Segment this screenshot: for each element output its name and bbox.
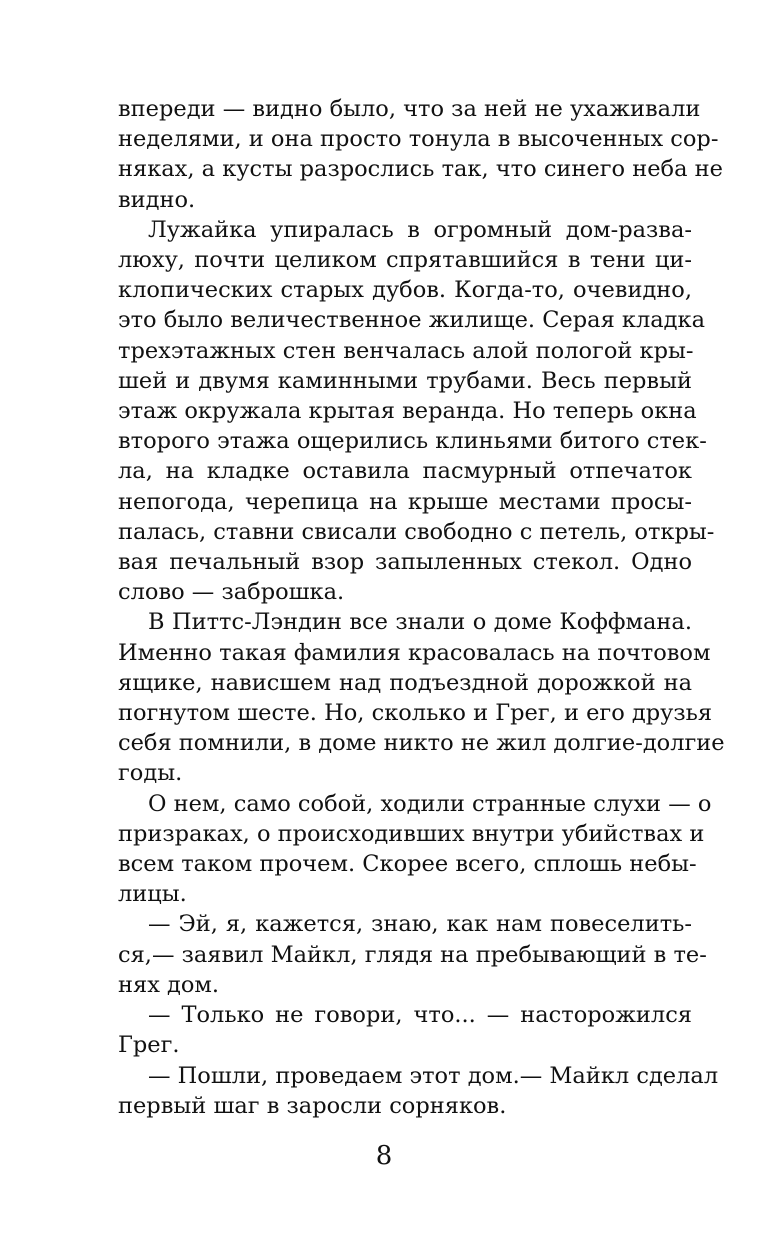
text-line: непогода, черепица на крыше местами просы- bbox=[118, 488, 692, 515]
page-number: 8 bbox=[375, 1141, 393, 1171]
paragraph bbox=[118, 94, 723, 215]
text-line: себя помнили, в доме никто не жил долгие-долгие bbox=[118, 730, 725, 757]
text-line: этаж окружала крытая веранда. Но теперь окна bbox=[118, 398, 697, 425]
text-line: второго этажа ощерились клиньями битого стек- bbox=[118, 428, 707, 455]
text-line: годы. bbox=[118, 760, 183, 787]
text-line: — Только не говори, что... — насторожился bbox=[148, 1002, 692, 1029]
text-line: нях дом. bbox=[118, 971, 220, 998]
text-line: няках, а кусты разрослись так, что синего неба не bbox=[118, 156, 723, 183]
paragraph bbox=[118, 607, 725, 788]
text-line: призраках, о происходивших внутри убийствах и bbox=[118, 820, 705, 847]
text-line: О нем, само собой, ходили странные слухи — о bbox=[148, 790, 712, 817]
text-line: лицы. bbox=[118, 881, 187, 908]
text-line: трехэтажных стен венчалась алой пологой кры- bbox=[118, 337, 694, 364]
text-line: палась, ставни свисали свободно с петель, откры- bbox=[118, 518, 715, 545]
text-line: шей и двумя каминными трубами. Весь первый bbox=[118, 367, 692, 394]
text-line: всем таком прочем. Скорее всего, сплошь небы- bbox=[118, 851, 697, 878]
text-line: ся,— заявил Майкл, глядя на пребывающий в те- bbox=[118, 941, 707, 968]
text-line: слово — заброшка. bbox=[118, 579, 345, 606]
paragraph bbox=[118, 215, 715, 608]
text-line: клопических старых дубов. Когда-то, очевидно, bbox=[118, 277, 692, 304]
paragraph bbox=[118, 1061, 719, 1121]
text-line: погнутом шесте. Но, сколько и Грег, и его друзья bbox=[118, 700, 713, 727]
paragraph bbox=[118, 789, 712, 910]
text-line: — Эй, я, кажется, знаю, как нам повеселить- bbox=[148, 911, 692, 938]
text-line: — Пошли, проведаем этот дом.— Майкл сделал bbox=[148, 1062, 719, 1089]
page-text-body bbox=[118, 94, 725, 1121]
text-line: Лужайка упиралась в огромный дом-разва- bbox=[148, 216, 692, 243]
text-line: видно. bbox=[118, 186, 196, 213]
text-line: ящике, нависшем над подъездной дорожкой на bbox=[118, 669, 692, 696]
text-line: неделями, и она просто тонула в высоченных сор- bbox=[118, 126, 719, 153]
paragraph bbox=[118, 1000, 692, 1060]
text-line: люху, почти целиком спрятавшийся в тени ци- bbox=[118, 247, 692, 274]
text-line: это было величественное жилище. Серая кладка bbox=[118, 307, 706, 334]
text-line: Именно такая фамилия красовалась на почтовом bbox=[118, 639, 711, 666]
text-line: ла, на кладке оставила пасмурный отпечаток bbox=[118, 458, 692, 485]
text-line: впереди — видно было, что за ней не ухаживали bbox=[118, 96, 701, 122]
text-line: В Питтс-Лэндин все знали о доме Коффмана. bbox=[148, 609, 692, 636]
text-line: первый шаг в заросли сорняков. bbox=[118, 1092, 507, 1119]
text-line: вая печальный взор запыленных стекол. Одно bbox=[118, 549, 692, 576]
text-line: Грег. bbox=[118, 1032, 180, 1059]
paragraph bbox=[118, 909, 707, 1000]
